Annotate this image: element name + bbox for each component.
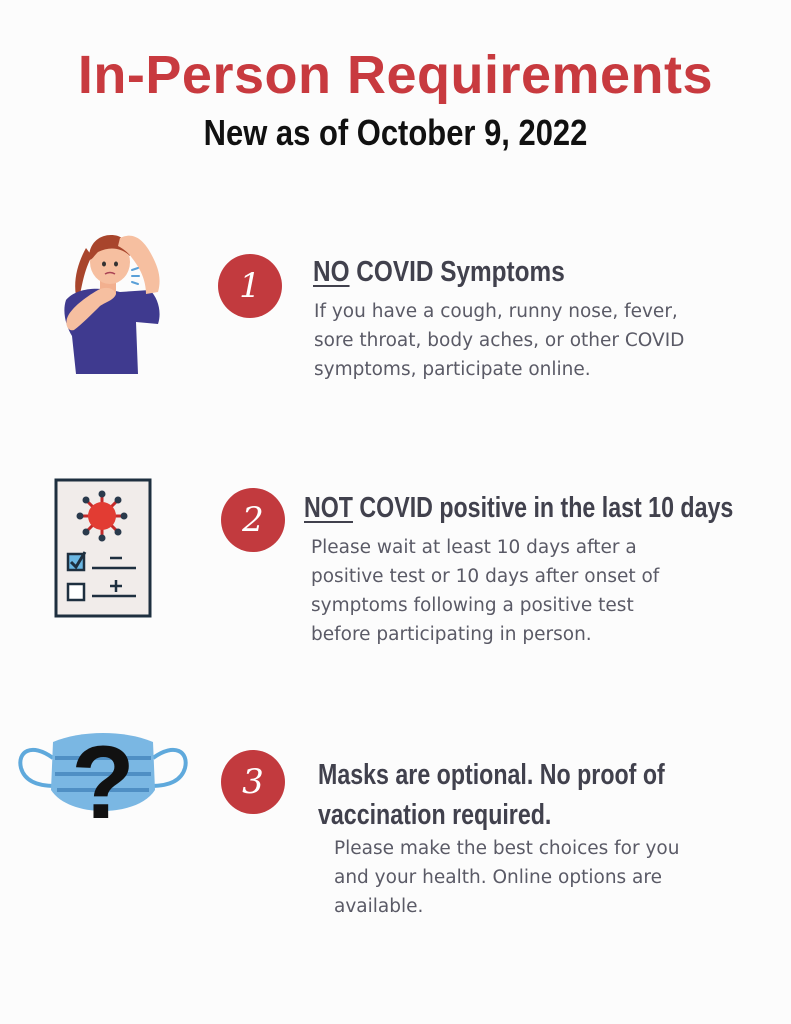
- description-line: sore throat, body aches, or other COVID: [314, 330, 685, 351]
- heading-line: Masks are optional. No proof of: [318, 759, 665, 791]
- svg-text:?: ?: [71, 728, 135, 832]
- description-line: available.: [334, 896, 424, 917]
- heading-line: vaccination required.: [318, 799, 552, 831]
- step-number-badge: 3: [221, 750, 285, 814]
- description-line: If you have a cough, runny nose, fever,: [314, 301, 678, 322]
- heading-text: COVID Symptoms: [349, 256, 565, 288]
- description-line: symptoms following a positive test: [311, 595, 634, 616]
- step-number-badge: 2: [221, 488, 285, 552]
- heading-emphasis: NO: [313, 256, 350, 288]
- step-description: [334, 834, 679, 921]
- step-heading: [304, 492, 733, 525]
- step-description: [314, 297, 684, 384]
- mask-question-icon: [17, 728, 189, 832]
- description-line: before participating in person.: [311, 624, 592, 645]
- step-number-badge: 1: [218, 254, 282, 318]
- step-heading: [318, 755, 665, 835]
- description-line: Please make the best choices for you: [334, 838, 680, 859]
- description-line: and your health. Online options are: [334, 867, 662, 888]
- page-title: In-Person Requirements: [77, 45, 714, 105]
- sick-person-icon: [58, 226, 180, 376]
- heading-emphasis: NOT: [304, 492, 353, 524]
- description-line: Please wait at least 10 days after a: [311, 537, 637, 558]
- description-line: symptoms, participate online.: [314, 359, 591, 380]
- step-heading: [313, 256, 565, 289]
- covid-test-checklist-icon: [54, 478, 152, 618]
- page-subtitle: New as of October 9, 2022: [203, 112, 588, 153]
- heading-text: COVID positive in the last 10 days: [352, 492, 734, 524]
- step-description: [311, 533, 659, 649]
- description-line: positive test or 10 days after onset of: [311, 566, 660, 587]
